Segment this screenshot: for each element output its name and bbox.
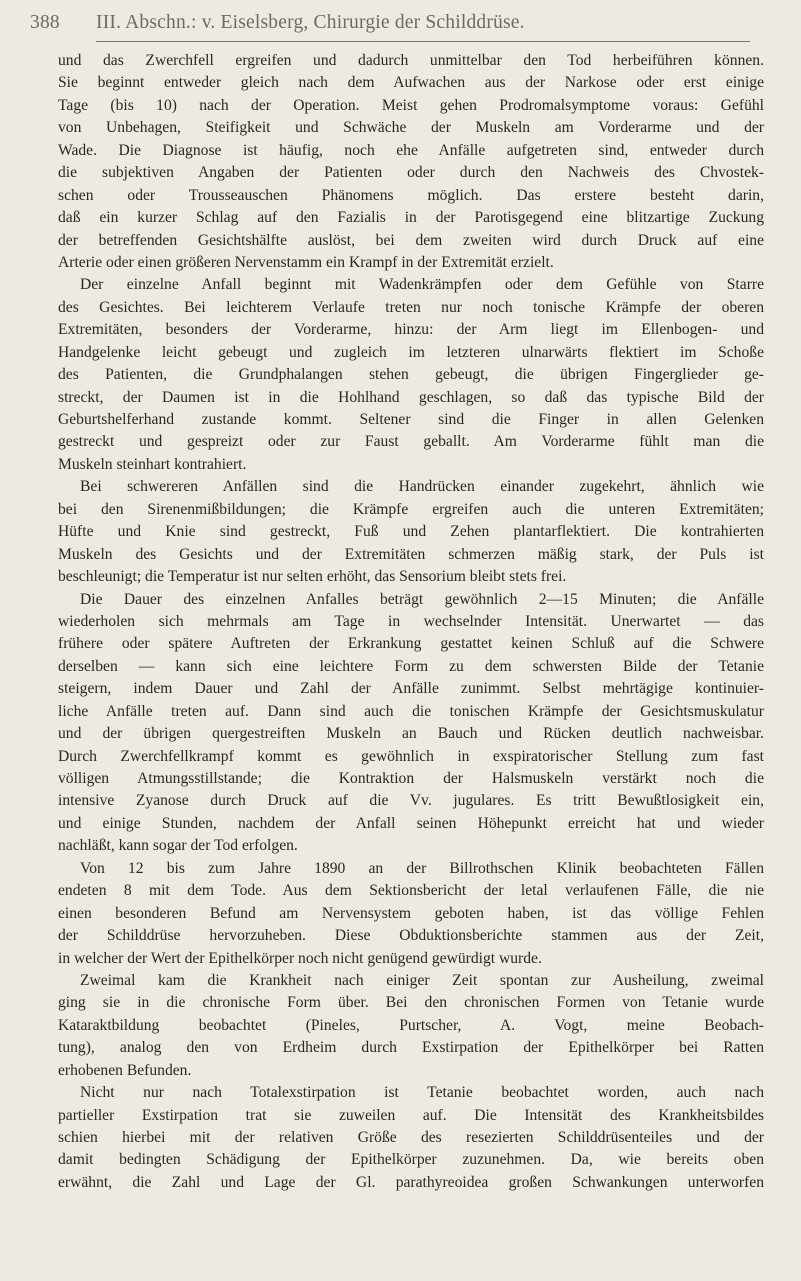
text-line: endeten 8 mit dem Tode. Aus dem Sektionsbericht der letal verlaufenen Fälle, die nie bbox=[58, 882, 764, 900]
text-line: der Schilddrüse hervorzuheben. Diese Obduktionsberichte stammen aus der Zeit, bbox=[58, 927, 764, 945]
text-line: derselben — kann sich eine leichtere Form zu dem schwersten Bilde der Tetanie bbox=[58, 657, 764, 675]
text-line: Muskeln steinhart kontrahiert. bbox=[58, 455, 247, 473]
text-line: Sie beginnt entweder gleich nach dem Aufwachen aus der Narkose oder erst einige bbox=[58, 74, 764, 92]
text-line: der betreffenden Gesichtshälfte auslöst, bei dem zweiten wird durch Druck auf eine bbox=[58, 231, 764, 249]
text-line: Muskeln des Gesichts und der Extremitäten schmerzen mäßig stark, der Puls ist bbox=[58, 545, 764, 563]
body-text bbox=[58, 50, 764, 1194]
text-line: und einige Stunden, nachdem der Anfall seinen Höhepunkt erreicht hat und wieder bbox=[58, 814, 764, 832]
text-line: die subjektiven Angaben der Patienten oder durch den Nachweis des Chvostek- bbox=[58, 164, 764, 182]
text-line: erhobenen Befunden. bbox=[58, 1061, 192, 1079]
text-line: und der übrigen quergestreiften Muskeln an Bauch und Rücken deutlich nachweisbar. bbox=[58, 725, 764, 743]
text-line: einen besonderen Befund am Nervensystem geboten haben, ist das völlige Fehlen bbox=[58, 904, 764, 922]
text-line: Handgelenke leicht gebeugt und zugleich im letzteren ulnarwärts flektiert im Schoße bbox=[58, 343, 764, 361]
text-line: liche Anfälle treten auf. Dann sind auch die tonischen Krämpfe der Gesichtsmuskulatur bbox=[58, 702, 764, 720]
text-line: Nicht nur nach Totalexstirpation ist Tetanie beobachtet worden, auch nach bbox=[80, 1084, 764, 1102]
text-line: Geburtshelferhand zustande kommt. Seltener sind die Finger in allen Gelenken bbox=[58, 411, 764, 428]
text-line: des Gesichtes. Bei leichterem Verlaufe treten nur noch tonische Krämpfe der oberen bbox=[58, 298, 764, 316]
text-line: in welcher der Wert der Epithelkörper noch nicht genügend gewürdigt wurde. bbox=[58, 949, 542, 967]
text-line: des Patienten, die Grundphalangen stehen gebeugt, die übrigen Fingerglieder ge- bbox=[58, 366, 764, 384]
text-line: von Unbehagen, Steifigkeit und Schwäche der Muskeln am Vorderarme und der bbox=[58, 119, 764, 137]
text-line: Durch Zwerchfellkrampf kommt es gewöhnlich in exspiratorischer Stellung zum fast bbox=[58, 747, 764, 765]
text-line: nachläßt, kann sogar der Tod erfolgen. bbox=[58, 837, 298, 855]
header-rule bbox=[96, 41, 750, 42]
text-line: Bei schwereren Anfällen sind die Handrücken einander zugekehrt, ähnlich wie bbox=[80, 478, 764, 496]
text-line: völligen Atmungsstillstande; die Kontraktion der Halsmuskeln verstärkt noch die bbox=[58, 770, 764, 787]
page-header bbox=[30, 6, 750, 36]
text-line: Arterie oder einen größeren Nervenstamm ein Krampf in der Extremität erzielt. bbox=[58, 253, 554, 271]
text-line: Hüfte und Knie sind gestreckt, Fuß und Zehen plantarflektiert. Die kontrahierten bbox=[58, 523, 764, 541]
text-line: Extremitäten, besonders der Vorderarme, hinzu: der Arm liegt im Ellenbogen- und bbox=[58, 321, 764, 339]
page-number: 388 bbox=[30, 12, 60, 33]
text-line: gestreckt und gespreizt oder zur Faust geballt. Am Vorderarme fühlt man die bbox=[58, 433, 764, 451]
text-line: wiederholen sich mehrmals am Tage in wechselnder Intensität. Unerwartet — das bbox=[58, 612, 764, 630]
running-head: III. Abschn.: v. Eiselsberg, Chirurgie der Schilddrüse. bbox=[96, 12, 525, 33]
text-line: damit bedingten Schädigung der Epithelkörper zuzunehmen. Da, wie bereits oben bbox=[58, 1151, 764, 1169]
text-line: ging sie in die chronische Form über. Bei den chronischen Formen von Tetanie wurde bbox=[58, 994, 764, 1012]
text-line: tung), analog den von Erdheim durch Exstirpation der Epithelkörper bei Ratten bbox=[58, 1039, 764, 1057]
text-line: daß ein kurzer Schlag auf den Fazialis in der Parotisgegend eine blitzartige Zuckung bbox=[58, 209, 764, 227]
text-line: und das Zwerchfell ergreifen und dadurch unmittelbar den Tod herbeiführen können. bbox=[58, 52, 764, 69]
text-line: Zweimal kam die Krankheit nach einiger Zeit spontan zur Ausheilung, zweimal bbox=[80, 971, 764, 989]
text-line: Tage (bis 10) nach der Operation. Meist gehen Prodromalsymptome voraus: Gefühl bbox=[58, 96, 764, 114]
text-line: intensive Zyanose durch Druck auf die Vv. jugulares. Es tritt Bewußtlosigkeit ein, bbox=[58, 792, 764, 810]
text-line: Kataraktbildung beobachtet (Pineles, Purtscher, A. Vogt, meine Beobach- bbox=[58, 1016, 764, 1034]
text-line: bei den Sirenenmißbildungen; die Krämpfe ergreifen auch die unteren Extremitäten; bbox=[58, 500, 764, 518]
text-line: Der einzelne Anfall beginnt mit Wadenkrämpfen oder dem Gefühle von Starre bbox=[80, 276, 764, 294]
text-line: schen oder Trousseauschen Phänomens möglich. Das erstere besteht darin, bbox=[58, 186, 764, 204]
text-line: streckt, der Daumen ist in die Hohlhand geschlagen, so daß das typische Bild der bbox=[58, 388, 764, 406]
text-line: erwähnt, die Zahl und Lage der Gl. parathyreoidea großen Schwankungen unterworfen bbox=[58, 1173, 764, 1191]
text-line: Wade. Die Diagnose ist häufig, noch ehe Anfälle aufgetreten sind, entweder durch bbox=[58, 141, 764, 159]
text-line: Von 12 bis zum Jahre 1890 an der Billrothschen Klinik beobachteten Fällen bbox=[80, 859, 764, 877]
text-line: partieller Exstirpation trat sie zuweilen auf. Die Intensität des Krankheitsbildes bbox=[58, 1106, 764, 1124]
text-line: Die Dauer des einzelnen Anfalles beträgt gewöhnlich 2—15 Minuten; die Anfälle bbox=[80, 590, 764, 608]
text-line: schien hierbei mit der relativen Größe des resezierten Schilddrüsenteiles und der bbox=[58, 1129, 764, 1146]
text-line: frühere oder spätere Auftreten der Erkrankung gestattet keinen Schluß auf die Schwere bbox=[58, 635, 764, 653]
text-line: beschleunigt; die Temperatur ist nur selten erhöht, das Sensorium bleibt stets frei. bbox=[58, 568, 567, 586]
text-line: steigern, indem Dauer und Zahl der Anfälle zunimmt. Selbst mehrtägige kontinuier- bbox=[58, 680, 764, 698]
